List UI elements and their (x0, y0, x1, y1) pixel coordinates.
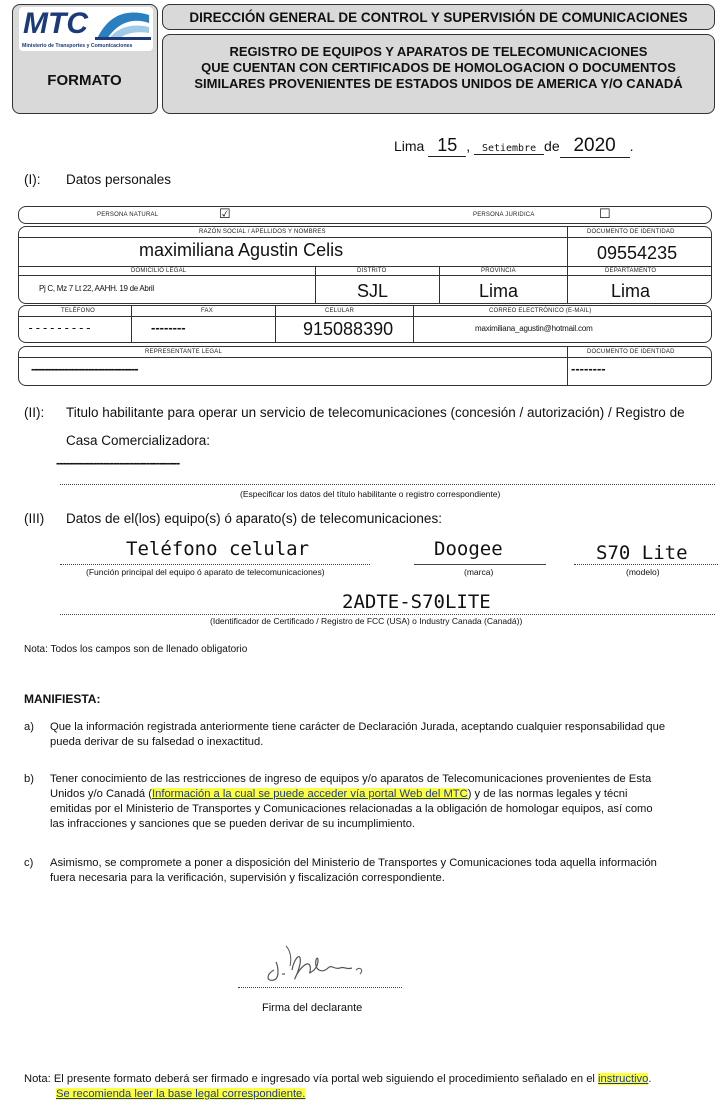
razon-social-label: RAZÓN SOCIAL / APELLIDOS Y NOMBRES (199, 229, 326, 235)
doc-identidad-value[interactable]: 09554235 (597, 243, 678, 263)
direccion-box (162, 4, 715, 30)
instructivo-link[interactable]: instructivo (598, 1073, 649, 1085)
titulo-line-3: SIMILARES PROVENIENTES DE ESTADOS UNIDOS DE AMERICA Y/O CANADÁ (194, 76, 683, 91)
distrito-label: DISTRITO (357, 268, 387, 274)
manifiesta-c-label: c) (24, 857, 34, 869)
razon-social-value[interactable]: maximiliana Agustin Celis (139, 240, 344, 260)
departamento-value[interactable]: Lima (611, 281, 651, 301)
domicilio-value[interactable]: Pj C, Mz 7 Lt 22, AAHH. 19 de Abril (39, 284, 154, 293)
direccion-title: DIRECCIÓN GENERAL DE CONTROL Y SUPERVISIÓN DE COMUNICACIONES (189, 9, 688, 25)
fecha-anio: 2020 (560, 135, 630, 158)
modelo-value[interactable]: S70 Lite (596, 542, 688, 564)
correo-label: CORREO ELECTRÓNICO (E-MAIL) (489, 308, 592, 314)
nota-final-line-1 (24, 1072, 652, 1087)
provincia-label: PROVINCIA (481, 268, 516, 274)
nota-final-line-2 (24, 1087, 652, 1102)
nota-final (24, 1072, 652, 1102)
manifiesta-title: MANIFIESTA: (24, 692, 101, 706)
manifiesta-c-line-2: fuera necesaria para la verificación, supervisión y fiscalización correspondiente. (50, 872, 445, 884)
manifiesta-b-line-2-post: ) y de las normas legales y técni (467, 788, 628, 800)
manifiesta-a-line-1: Que la información registrada anteriormente tiene carácter de Declaración Jurada, aceptando cualquier responsabilidad que (50, 721, 666, 733)
manifiesta-b-line-2-pre: Unidos y/o Canadá ( (50, 788, 152, 800)
seccion3-num: (III) (24, 511, 45, 526)
modelo-label: (modelo) (626, 567, 660, 577)
marca-label: (marca) (464, 567, 494, 577)
firma-signature (256, 940, 376, 990)
manifiesta-b-line-3: emitidas por el Ministerio de Transportes y Comunicaciones relacionadas a la obligación de homologar equipos, así como (50, 803, 653, 815)
titulo-line-1: REGISTRO DE EQUIPOS Y APARATOS DE TELECOMUNICACIONES (229, 44, 648, 59)
fecha-line (394, 135, 634, 158)
domicilio-label: DOMICILIO LEGAL (131, 268, 187, 274)
titulo-text (163, 44, 714, 92)
rep-doc-value[interactable]: -------- (571, 361, 606, 376)
fecha-dia: 15 (428, 135, 466, 157)
persona-juridica-label: PERSONA JURIDICA (473, 212, 535, 218)
celular-label: CELULAR (325, 308, 355, 314)
rep-doc-label: DOCUMENTO DE IDENTIDAD (587, 349, 675, 355)
mtc-logo (19, 7, 153, 51)
base-legal-link[interactable]: Se recomienda leer la base legal correspondiente. (56, 1088, 306, 1100)
manifiesta-b-line-2 (50, 787, 653, 802)
telefono-value[interactable]: --------- (27, 321, 93, 335)
funcion-value[interactable]: Teléfono celular (126, 538, 310, 560)
distrito-value[interactable]: SJL (357, 281, 389, 301)
doc-identidad-label: DOCUMENTO DE IDENTIDAD (587, 229, 675, 235)
seccion2-texto-2: Casa Comercializadora: (66, 433, 211, 448)
manifiesta-c-line-1: Asimismo, se compromete a poner a disposición del Ministerio de Transportes y Comunicaciones toda aquella información (50, 857, 657, 869)
manifiesta-b-line-1: Tener conocimiento de las restricciones de ingreso de equipos y/o aparatos de Telecomunicaciones provenientes de Esta (50, 773, 652, 785)
nota-campos: Nota: Todos los campos son de llenado obligatorio (24, 644, 248, 655)
fecha-end: . (629, 138, 634, 154)
seccion2-valor[interactable]: ------------------------------------- (56, 455, 180, 470)
persona-natural-checkbox[interactable]: ☑ (219, 206, 231, 221)
telefono-label: TELÉFONO (61, 308, 95, 314)
persona-natural-label: PERSONA NATURAL (97, 212, 159, 218)
marca-value[interactable]: Doogee (434, 538, 503, 560)
seccion2-num: (II): (24, 405, 45, 420)
fecha-mes: Setiembre (474, 143, 544, 155)
seccion1-titulo: Datos personales (66, 172, 172, 187)
seccion1-num: (I): (24, 172, 41, 187)
manifiesta-a (50, 720, 665, 750)
firma-label: Firma del declarante (262, 1002, 363, 1014)
fax-value[interactable]: -------- (151, 320, 186, 335)
departamento-label: DEPARTAMENTO (605, 268, 657, 274)
titulo-box (162, 34, 715, 114)
representante-label: REPRESENTANTE LEGAL (145, 349, 223, 355)
funcion-label: (Función principal del equipo ó aparato de telecomunicaciones) (86, 567, 325, 577)
manifiesta-a-label: a) (24, 721, 34, 733)
nota-final-text: Nota: El presente formato deberá ser firmado e ingresado vía portal web siguiendo el procedimiento señalado en el (24, 1073, 599, 1085)
seccion2-nota: (Especificar los datos del título habilitante o registro correspondiente) (240, 489, 501, 499)
logo-text: MTC (23, 7, 88, 40)
logo-wave-icon (95, 9, 151, 41)
manifiesta-a-line-2: pueda derivar de su falsedad o inexactitud. (50, 736, 264, 748)
seccion2-texto-1: Titulo habilitante para operar un servicio de telecomunicaciones (concesión / autorización) / Registro de (66, 405, 685, 420)
manifiesta-b-line-4: las infracciones y sanciones que se pueden derivar de su incumplimiento. (50, 818, 416, 830)
manifiesta-b-label: b) (24, 773, 34, 785)
celular-value[interactable]: 915088390 (303, 319, 394, 339)
fecha-de: de (544, 138, 560, 154)
formato-label: FORMATO (47, 71, 122, 89)
correo-value[interactable]: maximiliana_agustin@hotmail.com (475, 324, 593, 333)
nota-final-end: . (648, 1073, 652, 1085)
fecha-ciudad: Lima (394, 138, 425, 154)
provincia-value[interactable]: Lima (479, 281, 519, 301)
representante-value[interactable]: -------------------------------- (31, 361, 138, 376)
persona-row (18, 206, 712, 224)
seccion3-titulo: Datos de el(los) equipo(s) ó aparato(s) de telecomunicaciones: (66, 511, 442, 526)
identificador-value[interactable]: 2ADTE-S70LITE (342, 591, 491, 613)
persona-juridica-checkbox[interactable]: ☐ (599, 206, 611, 221)
manifiesta-c (50, 856, 657, 886)
fax-label: FAX (201, 308, 213, 314)
manifiesta-b (50, 772, 653, 832)
contacto-block (18, 305, 712, 343)
logo-box (12, 4, 158, 114)
portal-web-link[interactable]: Información a la cual se puede acceder vía portal Web del MTC (152, 788, 468, 800)
logo-subtitle: Ministerio de Transportes y Comunicaciones (22, 43, 133, 49)
titulo-line-2: QUE CUENTAN CON CERTIFICADOS DE HOMOLOGACION O DOCUMENTOS (201, 60, 676, 75)
representante-block (18, 346, 712, 386)
fecha-sep: , (466, 138, 471, 154)
identificador-label: (Identificador de Certificado / Registro de FCC (USA) o Industry Canada (Canadá)) (210, 616, 523, 626)
datos-block (18, 226, 712, 304)
